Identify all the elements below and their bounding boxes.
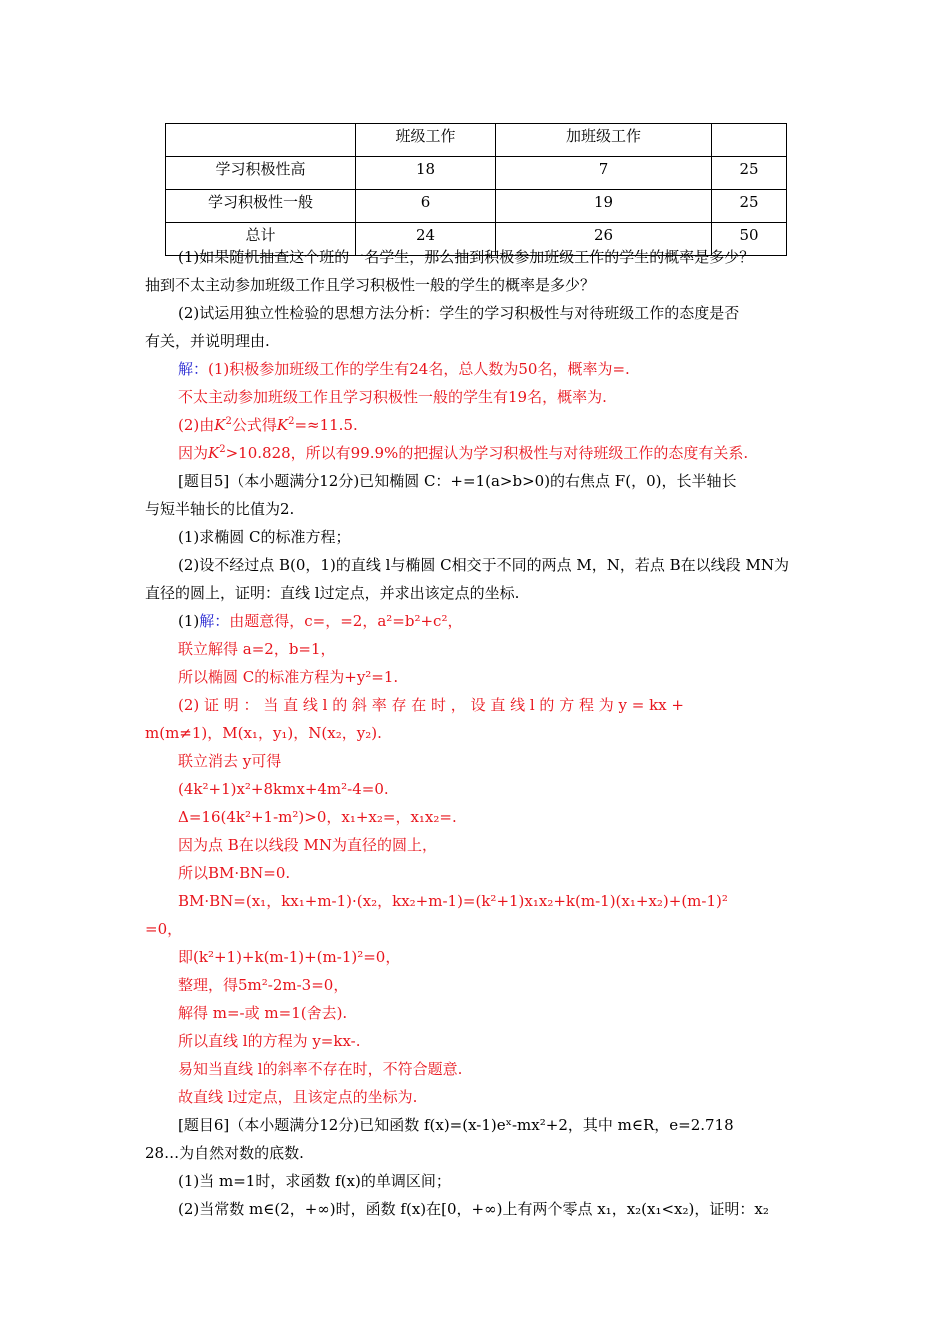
table-cell: 班级工作 [356, 124, 496, 157]
table-row [166, 190, 787, 223]
table-cell: 6 [356, 190, 496, 223]
question-1-line-1: (1)如果随机抽查这个班的一名学生，那么抽到积极参加班级工作的学生的概率是多少？ [178, 248, 755, 266]
table-cell: 学习积极性一般 [166, 190, 356, 223]
problem-5-question-1: (1)求椭圆 C的标准方程； [178, 528, 351, 546]
solution-label: 解： [199, 612, 230, 630]
superscript: 2 [219, 444, 226, 455]
problem-5-solution-1 [145, 607, 810, 635]
problem-5-line-2: 与短半轴长的比值为2. [145, 500, 295, 518]
table-cell: 24 [356, 223, 496, 256]
table-row [166, 157, 787, 190]
solution-text: (1)积极参加班级工作的学生有24名，总人数为50名，概率为=. [208, 360, 630, 378]
problem-5-proof-line-9: =0， [145, 920, 183, 938]
table-header-row [166, 124, 787, 157]
text-fragment: (2)由 [178, 416, 215, 434]
problem-5-solution-2: 联立解得 a=2，b=1， [178, 640, 336, 658]
solution-line-3 [145, 411, 810, 439]
problem-5-proof-line-15: 故直线 l过定点，且该定点的坐标为. [178, 1088, 418, 1106]
question-1-line-2: 抽到不太主动参加班级工作且学习积极性一般的学生的概率是多少？ [145, 276, 596, 294]
problem-5-proof-line-4: (4k²+1)x²+8kmx+4m²-4=0. [178, 780, 389, 798]
problem-5-proof-line-10: 即(k²+1)+k(m-1)+(m-1)²=0， [178, 948, 401, 966]
document-body [145, 243, 810, 1223]
table-cell: 25 [712, 190, 787, 223]
problem-5-proof-line-1: (2) 证 明 ： 当 直 线 l 的 斜 率 存 在 时 ， 设 直 线 l 的 方 程 为 y = kx + [178, 696, 684, 714]
problem-5-question-2-line-1: (2)设不经过点 B(0，1)的直线 l与椭圆 C相交于不同的两点 M，N，若点 B在以线段 MN为 [178, 556, 789, 574]
k-symbol: K [276, 416, 289, 434]
problem-5-proof-line-8: BM·BN=(x₁，kx₁+m-1)·(x₂，kx₂+m-1)=(k²+1)x₁x₂+k(m-1)(x₁+x₂)+(m-1)² [178, 892, 728, 910]
solution-line-4 [145, 439, 810, 467]
solution-line-2: 不太主动参加班级工作且学习积极性一般的学生有19名，概率为. [178, 388, 607, 406]
problem-5-proof-line-14: 易知当直线 l的斜率不存在时，不符合题意. [178, 1060, 463, 1078]
table-cell [712, 124, 787, 157]
problem-5-proof-line-2: m(m≠1)，M(x₁，y₁)，N(x₂，y₂). [145, 724, 382, 742]
text-fragment: (1) [178, 612, 200, 630]
problem-5-proof-line-11: 整理，得5m²-2m-3=0， [178, 976, 349, 994]
solution-label: 解： [178, 360, 209, 378]
table-cell: 加班级工作 [496, 124, 712, 157]
text-fragment: >10.828，所以有99.9%的把握认为学习积极性与对待班级工作的态度有关系. [225, 444, 749, 462]
problem-5-line-1: [题目5]（本小题满分12分)已知椭圆 C：+=1(a>b>0)的右焦点 F(，0)，长半轴长 [178, 472, 737, 490]
table-cell: 26 [496, 223, 712, 256]
text-fragment: 因为 [178, 444, 209, 462]
table-cell [166, 124, 356, 157]
question-2-line-1: (2)试运用独立性检验的思想方法分析：学生的学习积极性与对待班级工作的态度是否 [178, 304, 740, 322]
table-cell: 50 [712, 223, 787, 256]
superscript: 2 [288, 416, 295, 427]
problem-6-line-1: [题目6]（本小题满分12分)已知函数 f(x)=(x-1)eˣ-mx²+2，其中 m∈R，e=2.718 [178, 1116, 734, 1134]
superscript: 2 [225, 416, 232, 427]
problem-5-proof-line-3: 联立消去 y可得 [178, 752, 282, 770]
text-fragment: =≈11.5. [294, 416, 358, 434]
solution-line-1 [145, 355, 810, 383]
table-cell: 19 [496, 190, 712, 223]
contingency-table [165, 123, 787, 256]
problem-5-proof-line-7: 所以BM·BN=0. [178, 864, 291, 882]
problem-6-question-1: (1)当 m=1时，求函数 f(x)的单调区间； [178, 1172, 451, 1190]
problem-5-proof-line-13: 所以直线 l的方程为 y=kx-. [178, 1032, 361, 1050]
text-fragment: 由题意得，c=，=2，a²=b²+c²， [229, 612, 463, 630]
k-symbol: K [214, 416, 226, 434]
text-fragment: 公式得 [231, 416, 277, 434]
table-cell: 学习积极性高 [166, 157, 356, 190]
table-cell: 总计 [166, 223, 356, 256]
table-cell: 7 [496, 157, 712, 190]
table-cell: 25 [712, 157, 787, 190]
problem-5-question-2-line-2: 直径的圆上，证明：直线 l过定点，并求出该定点的坐标. [145, 584, 520, 602]
problem-6-line-2: 28…为自然对数的底数. [145, 1144, 304, 1162]
problem-5-solution-3: 所以椭圆 C的标准方程为+y²=1. [178, 668, 399, 686]
question-2-line-2: 有关，并说明理由. [145, 332, 270, 350]
problem-5-proof-line-6: 因为点 B在以线段 MN为直径的圆上， [178, 836, 438, 854]
problem-6-question-2: (2)当常数 m∈(2，+∞)时，函数 f(x)在[0，+∞)上有两个零点 x₁，x₂(x₁<x₂)，证明：x₂ [178, 1200, 769, 1218]
table-cell: 18 [356, 157, 496, 190]
problem-5-proof-line-12: 解得 m=-或 m=1(舍去). [178, 1004, 348, 1022]
problem-5-proof-line-5: Δ=16(4k²+1-m²)>0，x₁+x₂=，x₁x₂=. [178, 808, 457, 826]
k-symbol: K [208, 444, 220, 462]
